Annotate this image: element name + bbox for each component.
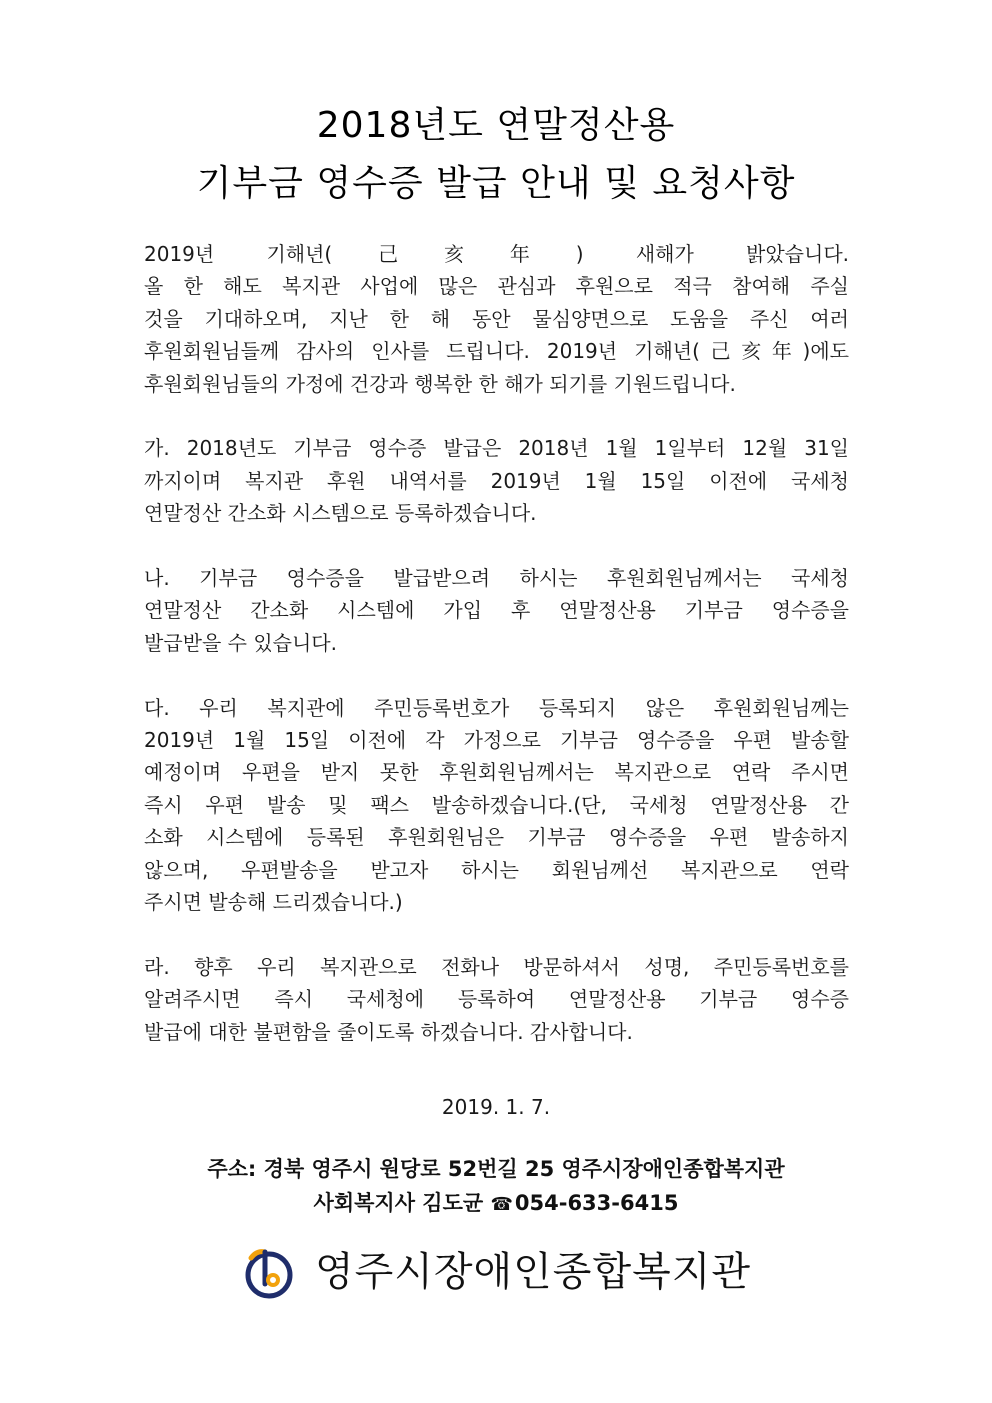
paragraph-line: 소화 시스템에 등록된 후원회원님은 기부금 영수증을 우편 발송하지	[144, 825, 849, 850]
paragraph-ga	[144, 432, 849, 529]
org-name: 영주시장애인종합복지관	[314, 1249, 752, 1295]
phone-icon: ☎	[490, 1194, 513, 1215]
paragraph-line: 연말정산 간소화 시스템으로 등록하겠습니다.	[144, 501, 537, 526]
document-title-line2: 기부금 영수증 발급 안내 및 요청사항	[196, 163, 796, 204]
paragraph-line: 가. 2018년도 기부금 영수증 발급은 2018년 1월 1일부터 12월 31일	[144, 436, 849, 461]
org-signature	[0, 1240, 992, 1304]
paragraph-da	[144, 692, 849, 919]
paragraph-line: 예정이며 우편을 받지 못한 후원회원님께서는 복지관으로 연락 주시면	[144, 760, 849, 785]
paragraph-line: 않으며, 우편발송을 받고자 하시는 회원님께선 복지관으로 연락	[144, 857, 849, 882]
paragraph-line: 발급받을 수 있습니다.	[144, 630, 337, 655]
paragraph-line: 즉시 우편 발송 및 팩스 발송하겠습니다.(단, 국세청 연말정산용 간	[144, 792, 849, 817]
paragraph-na	[144, 562, 849, 659]
paragraph-line: 알려주시면 즉시 국세청에 등록하여 연말정산용 기부금 영수증	[144, 987, 849, 1012]
paragraph-ra	[144, 951, 849, 1048]
footer-contact	[0, 1188, 992, 1220]
paragraph-line: 발급에 대한 불편함을 줄이도록 하겠습니다. 감사합니다.	[144, 1019, 633, 1044]
paragraph-line: 후원회원님들의 가정에 건강과 행복한 한 해가 되기를 기원드립니다.	[144, 371, 736, 396]
paragraph-line: 후원회원님들께 감사의 인사를 드립니다. 2019년 기해년(己亥年)에도	[144, 339, 849, 364]
document-body	[144, 238, 849, 1080]
document-title-line1: 2018년도 연말정산용	[316, 105, 676, 146]
phone-number[interactable]: 054-633-6415	[514, 1191, 679, 1215]
paragraph-line: 까지이며 복지관 후원 내역서를 2019년 1월 15일 이전에 국세청	[144, 468, 849, 493]
contact-name: 사회복지사 김도균	[313, 1191, 491, 1215]
paragraph-line: 2019년 기해년(己亥年) 새해가 밝았습니다.	[144, 242, 849, 266]
paragraph-line: 올 한 해도 복지관 사업에 많은 관심과 후원으로 적극 참여해 주실	[144, 274, 849, 299]
paragraph-line: 다. 우리 복지관에 주민등록번호가 등록되지 않은 후원회원님께는	[144, 695, 849, 720]
paragraph-line: 나. 기부금 영수증을 발급받으려 하시는 후원회원님께서는 국세청	[144, 566, 849, 591]
document-date: 2019. 1. 7.	[441, 1095, 551, 1119]
paragraph-greeting	[144, 238, 849, 400]
paragraph-line: 라. 향후 우리 복지관으로 전화나 방문하셔서 성명, 주민등록번호를	[144, 954, 849, 979]
paragraph-line: 것을 기대하오며, 지난 한 해 동안 물심양면으로 도움을 주신 여러	[144, 306, 849, 331]
org-logo-icon	[241, 1244, 297, 1300]
paragraph-line: 연말정산 간소화 시스템에 가입 후 연말정산용 기부금 영수증을	[144, 598, 849, 623]
footer-address: 주소: 경북 영주시 원당로 52번길 25 영주시장애인종합복지관	[207, 1157, 785, 1181]
paragraph-line: 2019년 1월 15일 이전에 각 가정으로 기부금 영수증을 우편 발송할	[144, 728, 849, 753]
paragraph-line: 주시면 발송해 드리겠습니다.)	[144, 890, 403, 915]
